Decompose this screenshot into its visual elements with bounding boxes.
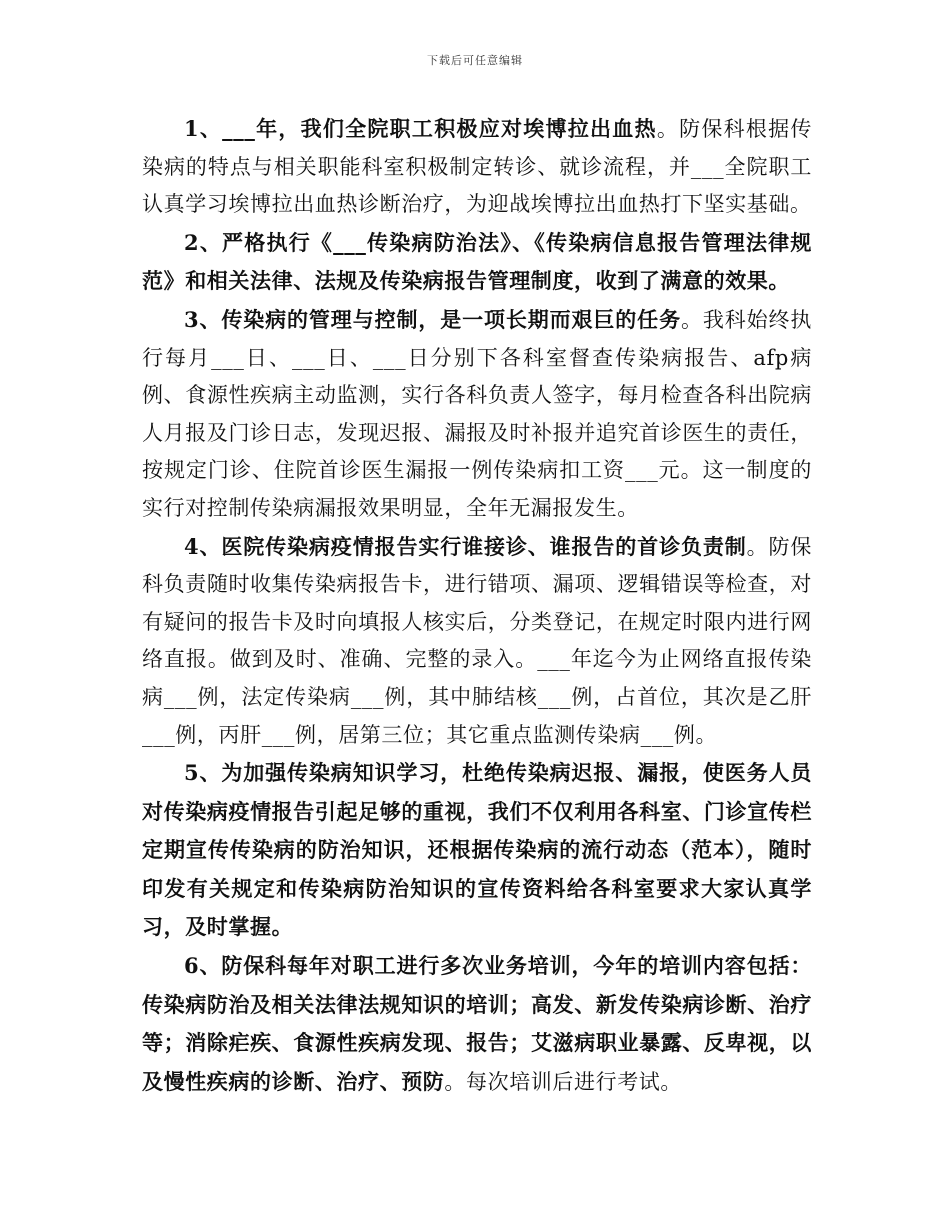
paragraph-2 xyxy=(142,224,812,301)
document-body xyxy=(142,110,812,1101)
paragraph-4-lead: 4、医院传染病疫情报告实行谁接诊、谁报告的首诊负责制 xyxy=(184,533,747,559)
paragraph-1 xyxy=(142,110,812,224)
paragraph-3-lead: 3、传染病的管理与控制，是一项长期而艰巨的任务 xyxy=(184,306,681,332)
paragraph-5-lead: 5、为加强传染病知识学习，杜绝传染病迟报、漏报，使医务人员对传染病疫情报告引起足够的重视，我们不仅利用各科室、门诊宣传栏定期宣传传染病的防治知识，还根据传染病的流行动态（范本），随时印发有关规定和传染病防治知识的宣传资料给各科室要求大家认真学习，及时掌握。 xyxy=(142,760,812,940)
paragraph-4-body: 。防保科负责随时收集传染病报告卡，进行错项、漏项、逻辑错误等检查，对有疑问的报告卡及时向填报人核实后，分类登记，在规定时限内进行网络直报。做到及时、准确、完整的录入。___年迄今为止网络直报传染病___例，法定传染病___例，其中肺结核___例，占首位，其次是乙肝___例，丙肝___例，居第三位；其它重点监测传染病___例。 xyxy=(142,534,812,747)
paragraph-3 xyxy=(142,301,812,528)
paragraph-6 xyxy=(142,947,812,1101)
paragraph-1-lead: 1、___年，我们全院职工积极应对埃博拉出血热 xyxy=(184,116,657,141)
paragraph-3-body: 。我科始终执行每月___日、___日、___日分别下各科室督查传染病报告、afp病例、食源性疾病主动监测，实行各科负责人签字，每月检查各科出院病人月报及门诊日志，发现迟报、漏报及时补报并追究首诊医生的责任，按规定门诊、住院首诊医生漏报一例传染病扣工资___元。这一制度的实行对控制传染病漏报效果明显，全年无漏报发生。 xyxy=(142,307,812,520)
paragraph-1-body: 。防保科根据传染病的特点与相关职能科室积极制定转诊、就诊流程，并___全院职工认真学习埃博拉出血热诊断治疗，为迎战埃博拉出血热打下坚实基础。 xyxy=(142,117,812,217)
paragraph-6-lead: 6、防保科每年对职工进行多次业务培训，今年的培训内容包括：传染病防治及相关法律法规知识的培训；高发、新发传染病诊断、治疗等；消除疟疾、食源性疾病发现、报告；艾滋病职业暴露、反卑视，以及慢性疾病的诊断、治疗、预防 xyxy=(142,953,812,1094)
paragraph-4 xyxy=(142,528,812,755)
page-header: 下载后可任意编辑 xyxy=(427,54,523,67)
paragraph-2-lead: 2、严格执行《___传染病防治法》、《传染病信息报告管理法律规范》和相关法律、法规及传染病报告管理制度，收到了满意的效果。 xyxy=(142,229,812,294)
paragraph-6-body: 。每次培训后进行考试。 xyxy=(444,1069,683,1094)
paragraph-5 xyxy=(142,754,812,947)
